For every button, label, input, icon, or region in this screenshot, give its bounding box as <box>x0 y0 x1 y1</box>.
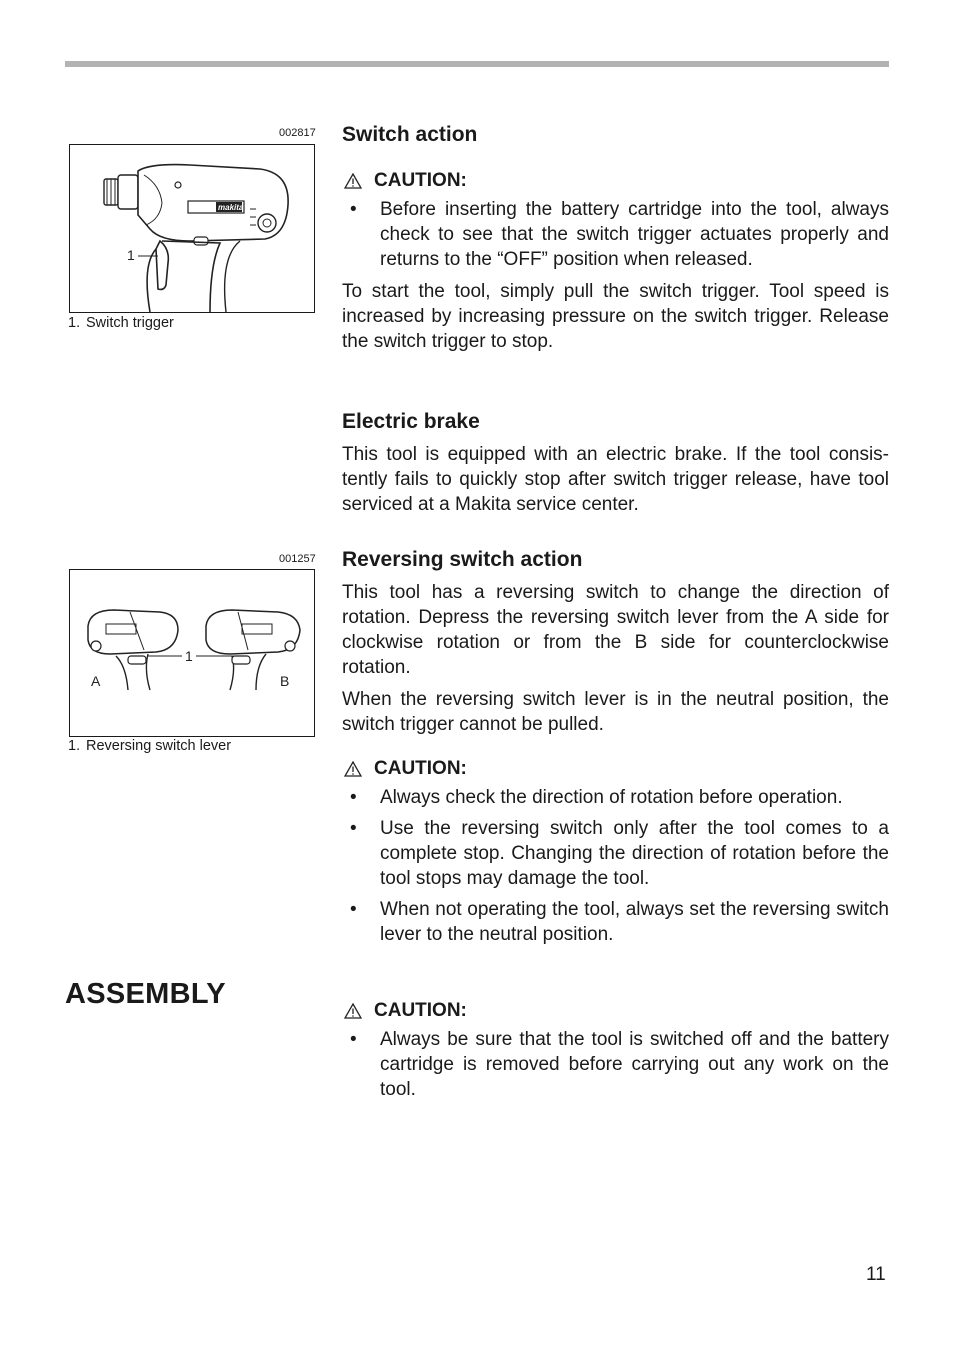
switch-action-bullet-list <box>342 197 889 272</box>
figure-2-label-a: A <box>91 673 101 689</box>
figure-2-reversing-switch <box>69 569 315 737</box>
list-item: • Always check the direction of rotation before operation. <box>342 785 889 810</box>
reversing-bullet-list <box>342 785 889 947</box>
reversing-switch-heading: Reversing switch action <box>342 548 583 571</box>
figure-2-code: 001257 <box>279 553 316 565</box>
figure-1-code: 002817 <box>279 127 316 139</box>
figure-1-caption <box>68 315 174 331</box>
brand-logo: makita <box>218 203 244 212</box>
figure-1-callout: 1 <box>127 247 135 263</box>
caution-label: CAUTION: <box>374 1000 467 1021</box>
electric-brake-paragraph: This tool is equipped with an electric brake. If the tool consis-tently fails to quickly stop after switch trigger release, have tool serviced at a Makita service center. <box>342 444 889 515</box>
assembly-bullet-list <box>342 1027 889 1102</box>
section-assembly <box>342 998 889 1102</box>
caution-label: CAUTION: <box>374 170 467 191</box>
assembly-heading: ASSEMBLY <box>65 978 226 1010</box>
impact-driver-illustration <box>70 145 314 312</box>
figure-2-label-b: B <box>280 673 290 689</box>
caution-label: CAUTION: <box>374 758 467 779</box>
figure-2-caption <box>68 738 231 754</box>
section-switch-action <box>342 122 889 354</box>
header-rule <box>65 61 889 67</box>
figure-1-caption-text: Switch trigger <box>86 315 174 331</box>
figure-1-caption-number: 1. <box>68 315 81 331</box>
list-item: • Always be sure that the tool is switched off and the battery cartridge is removed before carrying out any work on the tool. <box>342 1027 889 1102</box>
reversing-paragraph-1: This tool has a reversing switch to change the direction of rotation. Depress the reversing switch lever from the A side for clockwise rotation or from the B side for counterclockwise rotation. <box>342 582 889 678</box>
figure-1-switch-trigger <box>69 144 315 313</box>
list-item: • Before inserting the battery cartridge into the tool, always check to see that the switch trigger actuates properly and returns to the “OFF” position when released. <box>342 197 889 272</box>
page-number: 11 <box>866 1264 886 1285</box>
figure-2-caption-number: 1. <box>68 738 81 754</box>
list-item: • When not operating the tool, always set the reversing switch lever to the neutral position. <box>342 897 889 947</box>
electric-brake-heading: Electric brake <box>342 410 480 433</box>
reversing-paragraph-2: When the reversing switch lever is in the neutral position, the switch trigger cannot be pulled. <box>342 689 889 735</box>
figure-2-callout: 1 <box>185 648 193 664</box>
warning-triangle-icon <box>344 1003 362 1019</box>
reversing-caution <box>342 756 889 781</box>
switch-action-paragraph: To start the tool, simply pull the switch trigger. Tool speed is increased by increasing pressure on the switch trigger. Release the switch trigger to stop. <box>342 281 889 352</box>
reversing-switch-illustration <box>70 570 314 736</box>
assembly-caution <box>342 998 889 1023</box>
warning-triangle-icon <box>344 761 362 777</box>
switch-action-heading: Switch action <box>342 123 478 146</box>
section-electric-brake <box>342 409 889 517</box>
switch-action-caution <box>342 168 889 193</box>
section-reversing-switch <box>342 547 889 947</box>
list-item: • Use the reversing switch only after the tool comes to a complete stop. Changing the direction of rotation before the tool stops may damage the tool. <box>342 816 889 891</box>
warning-triangle-icon <box>344 173 362 189</box>
figure-2-caption-text: Reversing switch lever <box>86 738 232 754</box>
